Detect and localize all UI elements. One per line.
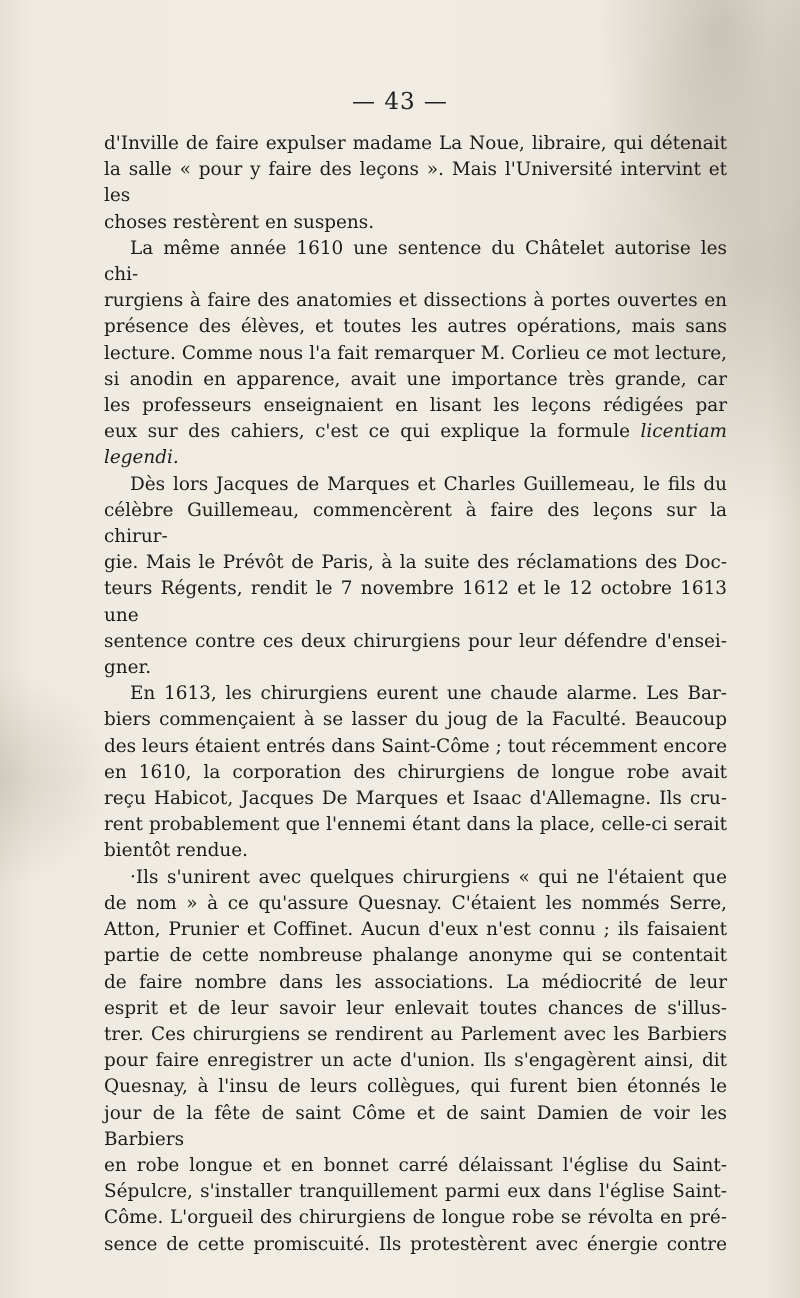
text-line: Dès lors Jacques de Marques et Charles Guillemeau, le fils du	[130, 473, 727, 495]
text-line: de nom » à ce qu'assure Quesnay. C'étaient les nommés Serre,	[104, 892, 727, 914]
paragraph	[104, 1048, 727, 1074]
paragraph	[104, 131, 727, 157]
paragraph	[104, 550, 727, 576]
text-line: célèbre Guillemeau, commencèrent à faire des leçons sur la chirur-	[104, 499, 727, 548]
paragraph	[104, 655, 727, 681]
paragraph	[104, 943, 727, 969]
paragraph	[104, 1153, 727, 1179]
text-line: gner.	[104, 657, 152, 679]
paragraph	[104, 707, 727, 733]
text-line: des leurs étaient entrés dans Saint-Côme ; tout récemment encore	[104, 735, 727, 757]
paragraph	[104, 1022, 727, 1048]
text-line: reçu Habicot, Jacques De Marques et Isaac d'Allemagne. Ils cru-	[104, 788, 727, 810]
text-line: les professeurs enseignaient en lisant les leçons rédigées par	[104, 395, 727, 417]
italic-term: legendi.	[104, 447, 179, 469]
paragraph	[104, 314, 727, 340]
text-line: d'Inville de faire expulser madame La Noue, libraire, qui détenait	[104, 133, 727, 154]
paragraph	[104, 838, 727, 864]
text-line: en 1610, la corporation des chirurgiens de longue robe avait	[104, 761, 727, 783]
text-line: rurgiens à faire des anatomies et dissections à portes ouvertes en	[104, 290, 727, 312]
text-line: la salle « pour y faire des leçons ». Mais l'Université intervint et les	[104, 159, 727, 207]
paragraph	[104, 1074, 727, 1100]
text-line: pour faire enregistrer un acte d'union. Ils s'engagèrent ainsi, dit	[104, 1050, 727, 1072]
text-line: gie. Mais le Prévôt de Paris, à la suite des réclamations des Doc-	[104, 552, 727, 574]
paragraph	[104, 1101, 727, 1153]
paragraph	[104, 760, 727, 786]
text-line: en robe longue et en bonnet carré délaissant l'église du Saint-	[104, 1154, 727, 1176]
paragraph	[104, 917, 727, 943]
paragraph	[104, 734, 727, 760]
paragraph	[104, 865, 727, 891]
text-line: La même année 1610 une sentence du Châtelet autorise les chi-	[104, 237, 727, 286]
paragraph	[104, 393, 727, 419]
paragraph	[104, 236, 727, 288]
paragraph	[104, 891, 727, 917]
text-line: Quesnay, à l'insu de leurs collègues, qui furent bien étonnés le	[104, 1076, 727, 1098]
paragraph	[104, 341, 727, 367]
paragraph	[104, 786, 727, 812]
paragraph	[104, 419, 727, 445]
paragraph	[104, 445, 727, 471]
text-line: eux sur des cahiers, c'est ce qui explique la formule	[104, 421, 631, 443]
text-line: bientôt rendue.	[104, 840, 248, 862]
text-line: si anodin en apparence, avait une importance très grande, car	[104, 368, 727, 390]
text-line: Sépulcre, s'installer tranquillement parmi eux dans l'église Saint-	[104, 1181, 727, 1203]
text-line: jour de la fête de saint Côme et de saint Damien de voir les Barbiers	[104, 1102, 727, 1150]
text-line: choses restèrent en suspens.	[104, 211, 375, 233]
text-line: partie de cette nombreuse phalange anonyme qui se contentait	[104, 945, 727, 967]
text-line: ·Ils s'unirent avec quelques chirurgiens « qui ne l'étaient que	[130, 866, 727, 888]
paragraph	[104, 812, 727, 838]
text-line: biers commençaient à se lasser du joug de la Faculté. Beaucoup	[104, 709, 727, 731]
paragraph	[104, 996, 727, 1022]
paragraph	[104, 157, 727, 209]
text-line: Côme. L'orgueil des chirurgiens de longue robe se révolta en pré-	[104, 1207, 727, 1229]
paragraph	[104, 970, 727, 996]
text-line: de faire nombre dans les associations. La médiocrité de leur	[104, 971, 727, 993]
paragraph	[104, 1232, 727, 1258]
text-line: esprit et de leur savoir leur enlevait toutes chances de s'illus-	[104, 997, 727, 1019]
text-line: Atton, Prunier et Coffinet. Aucun d'eux n'est connu ; ils faisaient	[104, 919, 727, 941]
paragraph	[104, 498, 727, 550]
paragraph	[104, 1179, 727, 1205]
text-line: rent probablement que l'ennemi étant dans la place, celle-ci serait	[104, 814, 727, 836]
page-number: — 43 —	[352, 89, 448, 115]
paragraph	[104, 1205, 727, 1231]
text-line: En 1613, les chirurgiens eurent une chaude alarme. Les Bar-	[130, 683, 727, 705]
paragraph	[104, 288, 727, 314]
paragraph	[104, 576, 727, 628]
body-text	[104, 131, 727, 1258]
paragraph	[104, 367, 727, 393]
text-line: présence des élèves, et toutes les autres opérations, mais sans	[104, 316, 727, 338]
italic-term: licentiam	[640, 421, 727, 443]
text-line: trer. Ces chirurgiens se rendirent au Parlement avec les Barbiers	[104, 1023, 727, 1045]
paragraph	[104, 629, 727, 655]
text-line: teurs Régents, rendit le 7 novembre 1612 et le 12 octobre 1613 une	[104, 578, 727, 626]
text-line: lecture. Comme nous l'a fait remarquer M. Corlieu ce mot lecture,	[104, 342, 727, 364]
text-line: sence de cette promiscuité. Ils protestèrent avec énergie contre	[104, 1233, 727, 1255]
paragraph	[104, 210, 727, 236]
paragraph	[104, 472, 727, 498]
text-line: sentence contre ces deux chirurgiens pour leur défendre d'ensei-	[104, 630, 727, 652]
paragraph	[104, 681, 727, 707]
